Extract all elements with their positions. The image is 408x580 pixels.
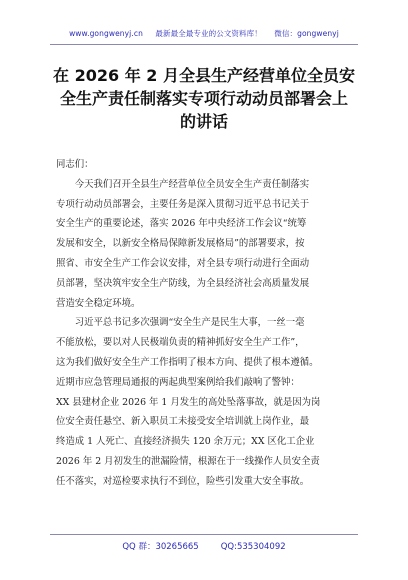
header-wechat: 微信：gongwenyj: [274, 29, 339, 38]
header-slogan: 最新最全最专业的公文资料库！: [155, 29, 262, 38]
body-line: 位安全责任悬空、新入职员工未接受安全培训就上岗作业，最: [56, 416, 310, 428]
body-line: 专项行动动员部署会，主要任务是深入贯彻习近平总书记关于: [56, 198, 310, 210]
salutation: 同志们：: [56, 159, 94, 170]
title-line-3: 的讲话: [179, 112, 228, 131]
body-line: 终造成 1 人死亡、直接经济损失 120 余万元；XX 区化工企业: [56, 436, 315, 448]
body-line: 营造安全稳定环境。: [56, 297, 141, 309]
footer-divider: [50, 534, 358, 535]
body-line: 发展和安全，以新安全格局保障新发展格局”的部署要求，按: [56, 238, 305, 250]
body-line: 这为我们做好安全生产工作指明了根本方向、提供了根本遵循。: [56, 356, 319, 368]
page-footer: [0, 540, 408, 552]
document-body: [56, 155, 358, 492]
document-title: [48, 64, 360, 133]
body-line: 今天我们召开全县生产经营单位全员安全生产责任制落实: [56, 178, 310, 190]
body-line: 近期市应急管理局通报的两起典型案例给我们敲响了警钟：: [56, 376, 300, 388]
header-site[interactable]: www.gongwenyj.cn: [69, 29, 143, 38]
footer-qq-group: QQ 群：30265665: [122, 542, 199, 552]
body-line: 员部署，坚决筑牢安全生产防线，为全县经济社会高质量发展: [56, 277, 310, 289]
page-header: [0, 28, 408, 39]
header-divider: [50, 44, 358, 45]
body-line: XX 县建材企业 2026 年 1 月发生的高处坠落事故，就是因为岗: [56, 396, 321, 408]
body-line: 任不落实，对巡检要求执行不到位，险些引发重大安全事故。: [56, 475, 310, 487]
body-line: 安全生产的重要论述，落实 2026 年中央经济工作会议“统筹: [56, 218, 307, 230]
body-line: 2026 年 2 月初发生的泄漏险情，根源在于一线操作人员安全责: [56, 455, 320, 467]
body-line: 不能放松，要以对人民极端负责的精神抓好安全生产工作”，: [56, 337, 305, 349]
title-line-2: 全生产责任制落实专项行动动员部署会上: [59, 89, 348, 108]
footer-qq: QQ:535304092: [220, 542, 286, 552]
body-line: 照省、市安全生产工作会议安排，对全县专项行动进行全面动: [56, 257, 310, 269]
body-line: 习近平总书记多次强调“安全生产是民生大事，一丝一毫: [56, 317, 305, 329]
title-line-1: 在 2026 年 2 月全县生产经营单位全员安: [53, 66, 355, 85]
